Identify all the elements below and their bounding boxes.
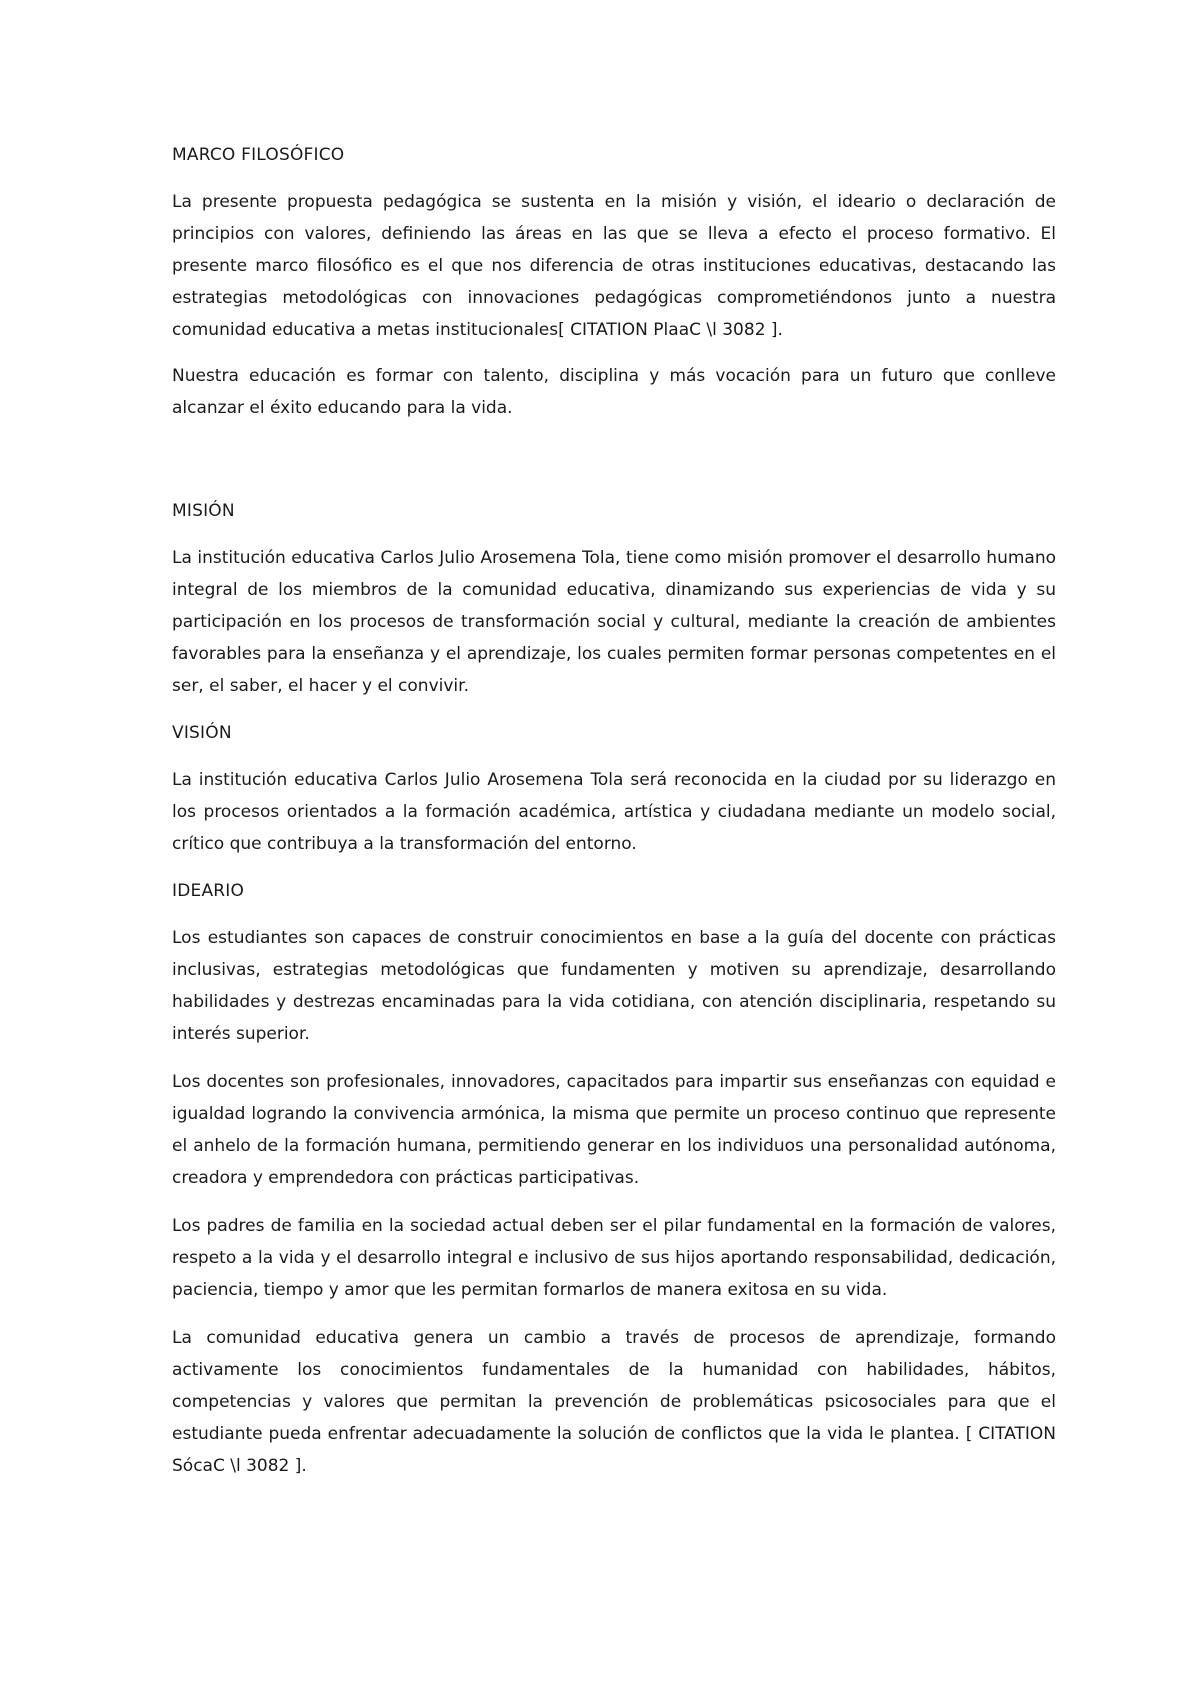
paragraph-marco-1: La presente propuesta pedagógica se sustenta en la misión y visión, el ideario o declaración de principios con valores, definiendo las áreas en las que se lleva a efecto el proceso formativo. El presente marco filosófico es el que nos diferencia de otras instituciones educativas, destacando las estrategias metodológicas con innovaciones pedagógicas comprometiéndonos junto a nuestra comunidad educativa a metas institucionales[ CITATION PlaaC \l 3082 ]. xyxy=(172,192,1056,340)
heading-ideario: IDEARIO xyxy=(172,881,245,901)
paragraph-ideario-estudiantes: Los estudiantes son capaces de construir conocimientos en base a la guía del docente con prácticas inclusivas, estrategias metodológicas que fundamenten y motiven su aprendizaje, desarrollando habilidades y destrezas encaminadas para la vida cotidiana, con atención disciplinaria, respetando su interés superior. xyxy=(172,928,1056,1044)
paragraph-vision: La institución educativa Carlos Julio Arosemena Tola será reconocida en la ciudad por su liderazgo en los procesos orientados a la formación académica, artística y ciudadana mediante un modelo social, crítico que contribuya a la transformación del entorno. xyxy=(172,770,1056,854)
paragraph-mision: La institución educativa Carlos Julio Arosemena Tola, tiene como misión promover el desarrollo humano integral de los miembros de la comunidad educativa, dinamizando sus experiencias de vida y su participación en los procesos de transformación social y cultural, mediante la creación de ambientes favorables para la enseñanza y el aprendizaje, los cuales permiten formar personas competentes en el ser, el saber, el hacer y el convivir. xyxy=(172,548,1056,696)
heading-vision: VISIÓN xyxy=(172,723,232,743)
paragraph-ideario-comunidad: La comunidad educativa genera un cambio a través de procesos de aprendizaje, formando activamente los conocimientos fundamentales de la humanidad con habilidades, hábitos, competencias y valores que permitan la prevención de problemáticas psicosociales para que el estudiante pueda enfrentar adecuadamente la solución de conflictos que la vida le plantea. [ CITATION SócaC \l 3082 ]. xyxy=(172,1328,1056,1476)
paragraph-ideario-docentes: Los docentes son profesionales, innovadores, capacitados para impartir sus enseñanzas con equidad e igualdad logrando la convivencia armónica, la misma que permite un proceso continuo que represente el anhelo de la formación humana, permitiendo generar en los individuos una personalidad autónoma, creadora y emprendedora con prácticas participativas. xyxy=(172,1072,1056,1188)
heading-mision: MISIÓN xyxy=(172,501,235,521)
heading-marco-filosofico: MARCO FILOSÓFICO xyxy=(172,145,345,165)
document-page xyxy=(172,140,1056,1498)
section-spacer xyxy=(172,440,1056,496)
paragraph-ideario-padres: Los padres de familia en la sociedad actual deben ser el pilar fundamental en la formación de valores, respeto a la vida y el desarrollo integral e inclusivo de sus hijos aportando responsabilidad, dedicación, paciencia, tiempo y amor que les permitan formarlos de manera exitosa en su vida. xyxy=(172,1216,1056,1300)
paragraph-marco-2: Nuestra educación es formar con talento, disciplina y más vocación para un futuro que conlleve alcanzar el éxito educando para la vida. xyxy=(172,366,1056,418)
